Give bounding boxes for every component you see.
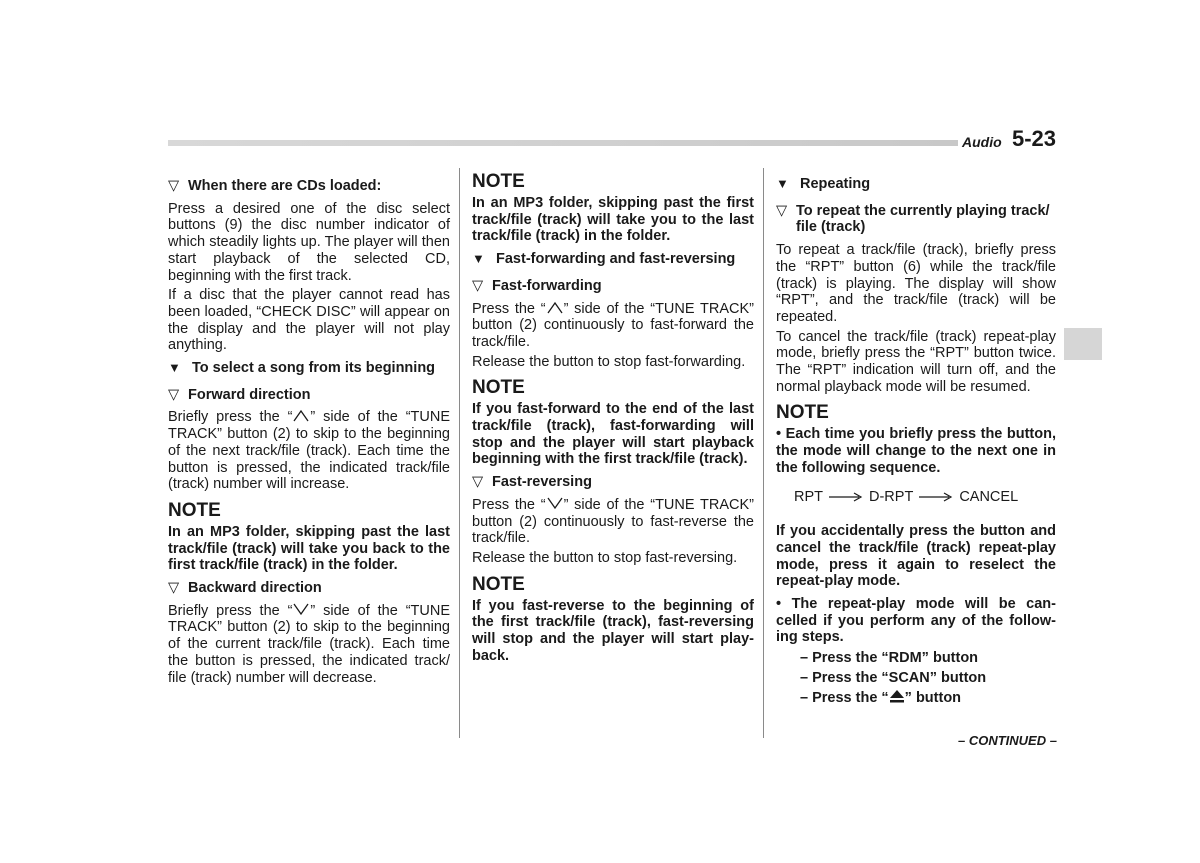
open-triangle-icon: ▽	[168, 178, 180, 194]
heading: ▼ Repeating	[776, 176, 871, 192]
paragraph: To repeat a track/file (track), briefly press the “RPT” button (6) while the track/file (track) is playing. The display will show “RPT”, and the track/file (track) will be repeated.	[776, 242, 1056, 325]
note-title: NOTE	[472, 377, 525, 399]
note-body: If you accidentally press the button and cancel the track/file (track) repeat-play mode, press it again to reselect the repeat-play mode.	[776, 523, 1056, 590]
open-triangle-icon: ▽	[168, 386, 180, 403]
paragraph: Press a desired one of the disc select buttons (9) the disc number indicator of which steadily lights up. The player will then start playback of the selected CD, beginning with the first track.	[168, 200, 450, 284]
paragraph: Press the “ ” side of the “TUNE TRACK” button (2) continuously to fast-forward the track/file.	[472, 300, 754, 350]
note-title: NOTE	[776, 402, 829, 424]
paragraph: Release the button to stop fast-reversing.	[472, 549, 738, 566]
section-title: Audio	[962, 134, 1002, 150]
heading: ▼ Fast-forwarding and fast-reversing	[472, 251, 736, 268]
subheading: ▽ Forward direction	[168, 386, 311, 403]
column-2	[472, 172, 754, 670]
header-rule	[168, 140, 958, 146]
paragraph: Briefly press the “ ” side of the “TUNE TRACK” button (2) to skip to the beginning of the current track/file (track). Each time the button is pressed, the indicated track/ file (track) number will decrease.	[168, 602, 450, 686]
sequence-step: CANCEL	[959, 488, 1019, 505]
sequence-step: RPT	[794, 488, 823, 505]
open-triangle-icon: ▽	[776, 202, 788, 219]
column-divider	[763, 168, 764, 738]
note-body: If you fast-reverse to the beginning of the first track/file (track), fast-reversing will stop and the player will start play-back.	[472, 597, 754, 664]
paragraph: If a disc that the player cannot read has been loaded, “CHECK DISC” will appear on the display and the player will not play anything.	[168, 287, 450, 354]
page-number: 5-23	[1012, 126, 1057, 151]
open-triangle-icon: ▽	[472, 277, 484, 294]
paragraph: To cancel the track/file (track) repeat-play mode, briefly press the “RPT” button twice. The “RPT” indication will turn off, and the normal playback mode will be resumed.	[776, 328, 1056, 395]
paragraph: Briefly press the “ ” side of the “TUNE TRACK” button (2) to skip to the beginning of the next track/file (track). Each time the button is pressed, the indicated track/file (track) number will increase.	[168, 409, 450, 493]
note-body: In an MP3 folder, skipping past the first track/file (track) will take you to the last track/file (track) in the folder.	[472, 195, 754, 245]
filled-triangle-icon: ▼	[776, 176, 789, 191]
note-body: In an MP3 folder, skipping past the last track/file (track) will take you back to the first track/file (track) in the folder.	[168, 523, 450, 574]
sequence-step: D-RPT	[869, 488, 914, 505]
subheading: ▽ To repeat the currently playing track/ file (track)	[776, 202, 1050, 236]
dash-item: – Press the “SCAN” button	[800, 670, 987, 687]
bullet-item: • Each time you briefly press the button, the mode will change to the next one in the following sequence.	[776, 426, 1056, 476]
chevron-up-icon	[546, 301, 564, 314]
note-title: NOTE	[168, 499, 221, 521]
arrow-right-icon	[829, 492, 863, 502]
note-body: If you fast-forward to the end of the last track/file (track), fast-forwarding will stop and the player will start playback beginning with the first track/file (track).	[472, 401, 754, 468]
bullet-item: • The repeat-play mode will be can-celled if you perform any of the follow-ing steps.	[776, 596, 1056, 646]
subheading: ▽ Backward direction	[168, 580, 322, 597]
chevron-down-icon	[292, 603, 310, 616]
column-1	[168, 172, 450, 689]
mode-sequence-diagram	[794, 489, 1056, 506]
note-title: NOTE	[472, 171, 525, 192]
note-title: NOTE	[472, 573, 525, 595]
chevron-up-icon	[292, 409, 310, 422]
continued-label: – CONTINUED –	[958, 733, 1057, 748]
open-triangle-icon: ▽	[168, 580, 180, 597]
eject-icon	[889, 689, 905, 703]
paragraph: Press the “ ” side of the “TUNE TRACK” button (2) continuously to fast-reverse the track/file.	[472, 496, 754, 547]
open-triangle-icon: ▽	[472, 474, 484, 491]
dash-item: – Press the “RDM” button	[800, 650, 979, 667]
filled-triangle-icon: ▼	[168, 360, 181, 376]
subheading: ▽ When there are CDs loaded:	[168, 178, 382, 194]
chapter-thumb-tab	[1064, 328, 1102, 360]
column-3	[776, 172, 1056, 709]
chevron-down-icon	[546, 497, 564, 510]
subheading: ▽ Fast-reversing	[472, 474, 592, 491]
column-divider	[459, 168, 460, 738]
filled-triangle-icon: ▼	[472, 251, 485, 267]
arrow-right-icon	[919, 492, 953, 502]
heading: ▼ To select a song from its beginning	[168, 360, 436, 377]
paragraph: Release the button to stop fast-forwarding.	[472, 353, 746, 370]
subheading: ▽ Fast-forwarding	[472, 277, 602, 294]
dash-item: – Press the “ ” button	[800, 690, 962, 707]
